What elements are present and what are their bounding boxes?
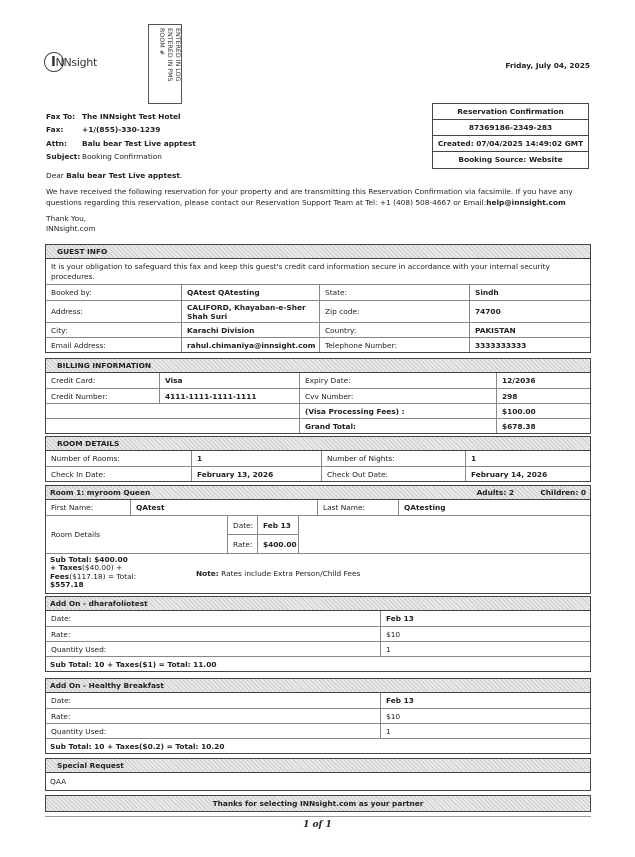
table-row: Quantity Used: 1 <box>46 723 590 738</box>
room-1-adults: Adults: 2 <box>476 488 514 497</box>
guest-notice: It is your obligation to safeguard this fax and keep this guest's credit card information secure in accordance with your internal security procedures. <box>46 259 590 285</box>
fax-subject-value: Booking Confirmation <box>82 151 162 161</box>
room-note: Note: Rates include Extra Person/Child Fees <box>196 569 361 578</box>
room-rate-grid: Date: Feb 13 Rate: $400.00 <box>227 516 298 553</box>
confirmation-created: Created: 07/04/2025 14:49:02 GMT <box>433 136 588 152</box>
support-email-link[interactable]: help@innsight.com <box>486 197 566 207</box>
room-1-children: Children: 0 <box>540 488 586 497</box>
table-row: Check In Date: February 13, 2026 Check Out Date: February 14, 2026 <box>46 466 590 481</box>
footer-thanks: Thanks for selecting INNsight.com as your partner <box>45 795 591 812</box>
table-row: Rate: $10 <box>46 626 590 641</box>
intro-text <box>46 171 591 240</box>
room-subtotal: Sub Total: $400.00 + Taxes($40.00) + Fees($117.18) = Total: $557.18 <box>50 555 137 590</box>
stamp-line-room: ROOM # <box>158 28 165 55</box>
footer-divider <box>45 816 591 817</box>
confirmation-number: 87369186-2349-283 <box>433 120 588 136</box>
table-row: Booked by: QAtest QAtesting State: Sindh <box>46 285 590 300</box>
intro-thanks: Thank You, <box>46 213 87 223</box>
table-row: Address: CALIFORD, Khayaban-e-Sher Shah Suri Zip code: 74700 <box>46 300 590 322</box>
fax-attn-label: Attn: <box>46 138 68 148</box>
table-row: Quantity Used: 1 <box>46 641 590 656</box>
room-details-section <box>45 436 591 482</box>
innsight-logo <box>44 52 104 74</box>
fax-attn-value: Balu bear Test Live apptest <box>82 138 196 148</box>
special-request-section <box>45 758 591 791</box>
table-row: Credit Card: Visa Expiry Date: 12/2036 <box>46 373 590 388</box>
table-row: Number of Rooms: 1 Number of Nights: 1 <box>46 451 590 466</box>
intro-company: INNsight.com <box>46 224 96 234</box>
section-title: ROOM DETAILS <box>46 437 590 451</box>
room-details-label: Room Details <box>51 530 101 539</box>
table-row: Credit Number: 4111-1111-1111-1111 Cvv Number: 298 <box>46 388 590 403</box>
table-row: First Name: QAtest Last Name: QAtesting <box>46 500 590 515</box>
billing-section <box>45 358 591 434</box>
addon-dharafoliotest-section <box>45 596 591 672</box>
table-row: City: Karachi Division Country: PAKISTAN <box>46 322 590 337</box>
section-title: GUEST INFO <box>46 245 590 259</box>
greeting-name: Balu bear Test Live apptest <box>66 171 180 180</box>
table-row: Grand Total: $678.38 <box>46 418 590 433</box>
addon-subtotal: Sub Total: 10 + Taxes($0.2) = Total: 10.20 <box>50 741 225 751</box>
room-1-section <box>45 485 591 594</box>
table-row <box>46 738 590 753</box>
fax-to-value: The INNsight Test Hotel <box>82 112 181 121</box>
confirmation-source: Booking Source: Website <box>458 155 563 164</box>
stamp-line-log: ENTERED IN LOG <box>174 28 181 82</box>
page-number: 1 of 1 <box>303 820 332 830</box>
room-details-row <box>46 515 590 553</box>
table-row: Date: Feb 13 <box>46 693 590 708</box>
stamp-line-pms: ENTERED IN PMS <box>166 28 173 82</box>
fax-header <box>46 110 196 163</box>
fax-to-label: Fax To: <box>46 112 76 121</box>
table-row: Email Address: rahul.chimaniya@innsight.com Telephone Number: 3333333333 <box>46 337 590 352</box>
table-row <box>46 656 590 671</box>
section-title: Add On - Healthy Breakfast <box>46 679 590 693</box>
header-date: Friday, July 04, 2025 <box>505 61 590 70</box>
logo-initial: I <box>51 55 56 70</box>
addon-healthy-breakfast-section <box>45 678 591 754</box>
table-row: (Visa Processing Fees) : $100.00 <box>46 403 590 418</box>
entry-stamp <box>148 24 182 104</box>
room-1-title: Room 1: myroom Queen <box>50 488 151 497</box>
special-request-text: QAA <box>50 777 67 786</box>
room-subtotal-row <box>46 553 590 593</box>
table-row: Date: Feb 13 <box>46 611 590 626</box>
room-1-header <box>46 486 590 500</box>
section-title: Add On - dharafoliotest <box>46 597 590 611</box>
fax-subject-label: Subject: <box>46 151 81 161</box>
confirmation-title: Reservation Confirmation <box>433 104 588 120</box>
addon-subtotal: Sub Total: 10 + Taxes($1) = Total: 11.00 <box>50 659 217 669</box>
section-title: Special Request <box>46 759 590 773</box>
intro-body: We have received the following reservation for your property and are transmitting this Reservation Confirmation via facsimile. If you have any questions regarding this reservation, please contact our Reservation Support Team at Tel: +1 (408) 508-4667 or Email:help@innsight.com <box>46 187 573 207</box>
reservation-confirmation-box <box>432 103 589 169</box>
fax-number-label: Fax: <box>46 125 64 135</box>
fax-number-value: +1/(855)-330-1239 <box>82 125 161 135</box>
greeting: Dear Balu bear Test Live apptest. <box>46 171 183 180</box>
table-row: Rate: $10 <box>46 708 590 723</box>
guest-info-section <box>45 244 591 353</box>
section-title: BILLING INFORMATION <box>46 359 590 373</box>
logo-text: NNsight <box>55 56 97 69</box>
